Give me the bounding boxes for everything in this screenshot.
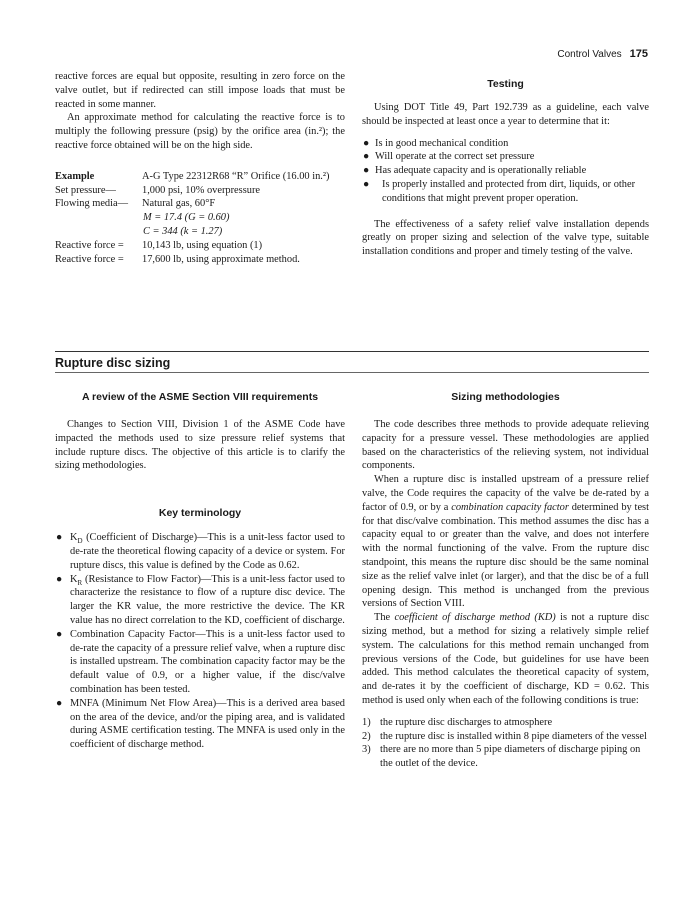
example-value: 1,000 psi, 10% overpressure (142, 184, 261, 196)
section-title: Rupture disc sizing (55, 356, 171, 370)
bullet-icon: ● (363, 137, 370, 149)
bottom-left-column (55, 391, 345, 752)
bullet-icon: ● (56, 697, 63, 709)
list-item: ● Will operate at the correct set pressure (363, 151, 535, 163)
list-item: 2) the rupture disc is installed within 8 pipe diameters of the vessel (362, 730, 647, 742)
example-label: Set pressure— (55, 184, 116, 196)
list-item: ● MNFA (Minimum Net Flow Area)—This is a derived area based on the area of the device, and/or the piping area, and is validated during ASME certification testing. The MNFA is used only in the coefficient of discharge method. (56, 697, 345, 751)
list-item: ● Has adequate capacity and is operationally reliable (363, 165, 587, 177)
example-value: Natural gas, 60°F (142, 198, 216, 210)
paragraph: Using DOT Title 49, Part 192.739 as a guideline, each valve should be inspected at least once a year to determine that it: (362, 102, 649, 127)
list-item: 3) there are no more than 5 pipe diameters of discharge piping on the outlet of the device. (362, 744, 641, 770)
section-divider (55, 372, 649, 373)
key-terminology-list (55, 531, 345, 752)
equation: M = 17.4 (G = 0.60) (143, 212, 230, 224)
list-item: ● Is in good mechanical condition (363, 137, 509, 149)
example-block (55, 170, 345, 267)
list-item: ● Is properly installed and protected from dirt, liquids, or other conditions that might prevent proper operation. (363, 178, 636, 204)
paragraph: The code describes three methods to provide adequate relieving capacity for a pressure vessel. These methodologies are applied based on the characteristics of the relieving system, not individual components. (362, 419, 649, 472)
example-label: Example (55, 170, 95, 182)
list-item: ● $K_R$ (Resistance to Flow Factor)—This is a unit-less factor used to characterize the resistance to flow of a rupture disc device. The larger the KR value, the more restrictive the device. The KR value has no direct correlation to the KD, coefficient of discharge. (56, 573, 345, 626)
example-value: A-G Type 22312R68 “R” Orifice (16.00 in.²) (142, 170, 330, 182)
sizing-methodologies-heading: Sizing methodologies (451, 391, 560, 403)
conditions-list (362, 716, 649, 771)
section-divider (55, 351, 649, 352)
example-label: Flowing media— (55, 198, 129, 210)
bullet-icon: ● (363, 165, 370, 177)
bullet-icon: ● (56, 628, 63, 640)
bottom-right-column (362, 391, 649, 771)
example-row (55, 197, 345, 211)
example-row (55, 184, 345, 198)
paragraph: The coefficient of discharge method (KD) is not a rupture disc sizing method, but a method for sizing a relatively simple relief system. The calculations for this method remain unchanged from previous versions of the Code, but guidelines for use have been added. This method calculates the theoretical capacity of system, and de-rates it by the coefficient of discharge, KD = 0.62. This method is used only when each of the following conditions is true: (362, 612, 649, 706)
equation: C = 344 (k = 1.27) (143, 225, 223, 237)
bullet-icon: ● (56, 573, 63, 585)
list-item: ● $K_D$ (Coefficient of Discharge)—This is a unit-less factor used to de-rate the theoretical flowing capacity of a device or system. For rupture discs, this value is defined by the Code as 0.62. (56, 532, 345, 571)
testing-heading: Testing (487, 78, 524, 90)
example-row (55, 253, 345, 267)
paragraph: The effectiveness of a safety relief valve installation depends greatly on proper sizing and selection of the valve type, suitable installation conditions and proper and timely testing of the valve. (362, 218, 649, 258)
page-number: 175 (629, 48, 648, 60)
example-value: 10,143 lb, using equation (1) (142, 239, 263, 251)
asme-heading: A review of the ASME Section VIII requirements (81, 391, 319, 403)
bullet-icon: ● (363, 151, 370, 163)
paragraph: reactive forces are equal but opposite, resulting in zero force on the valve outlet, but if redirected can still impose loads that must be reacted in some manner. (55, 71, 345, 110)
paragraph: When a rupture disc is installed upstream of a pressure relief valve, the Code requires the capacity of the valve be de-rated by a factor of 0.9, or by a combination capacity factor determined by test for that disc/valve combination. This method assumes the disc has a capacity equal to or greater than the valve, and does not interfere with the normal functioning of the valve. From the rupture disc standpoint, this means the rupture disc should be the same nominal size as the relief valve inlet (or larger), and that the disc be of a full opening design. This method is unchanged from the previous versions of Section VIII. (362, 474, 649, 610)
list-item: ● Combination Capacity Factor—This is a unit-less factor used to de-rate the capacity of a pressure relief valve, when a rupture disc is installed upstream. The combination capacity factor may be the default value of 0.9, or a higher value, if the disc/valve combination has been tested. (56, 628, 345, 695)
key-terminology-heading: Key terminology (158, 507, 242, 520)
bullet-icon: ● (363, 178, 370, 190)
running-head (557, 48, 648, 60)
running-head-title: Control Valves (557, 49, 622, 60)
example-label: Reactive force = (55, 253, 124, 265)
example-value: 17,600 lb, using approximate method. (142, 253, 300, 265)
top-right-column (362, 78, 649, 259)
example-row (55, 239, 345, 253)
list-item: 1) the rupture disc discharges to atmosphere (362, 716, 553, 728)
example-row (55, 170, 345, 184)
paragraph: Changes to Section VIII, Division 1 of the ASME Code have impacted the methods used to size pressure relief systems that include rupture discs. The objective of this article is to clarify the sizing methodologies. (55, 419, 345, 472)
testing-bullet-list (362, 137, 649, 206)
top-left-column (55, 70, 345, 266)
paragraph: An approximate method for calculating the reactive force is to multiply the following pressure (psig) by the orifice area (in.²); the reactive force obtained will be on the high side. (55, 112, 345, 151)
bullet-icon: ● (56, 532, 63, 544)
example-label: Reactive force = (55, 239, 124, 251)
